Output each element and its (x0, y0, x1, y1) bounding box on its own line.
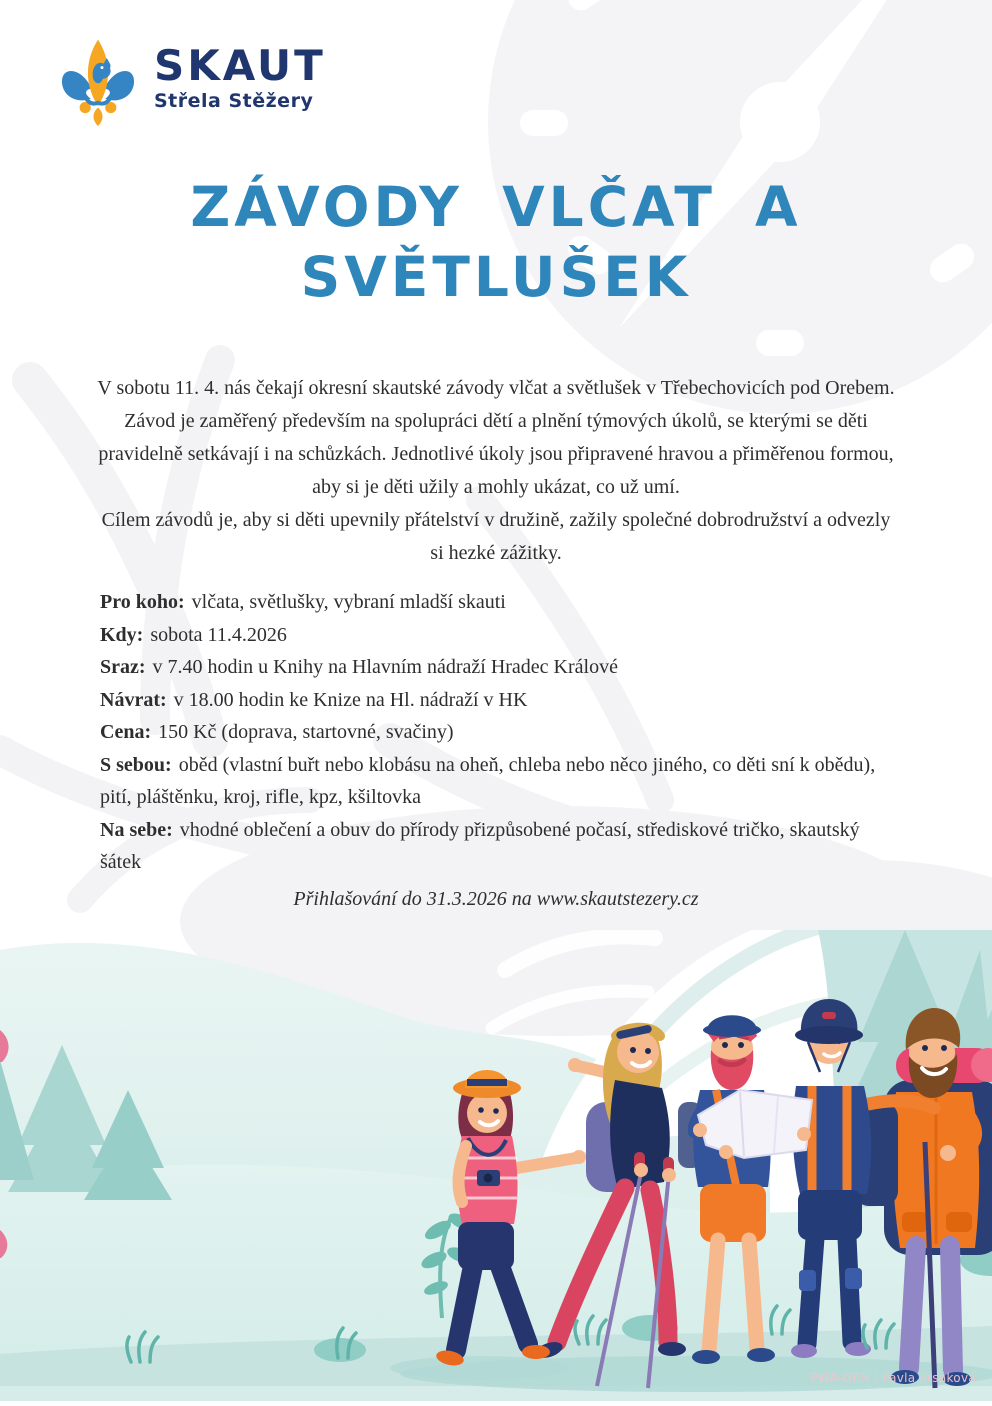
detail-row-navrat (100, 684, 902, 717)
scout-logo (58, 36, 326, 128)
detail-text: vhodné oblečení a obuv do přírody přizpůsobené počasí, střediskové tričko, skautský šátek (100, 818, 860, 873)
hikers-illustration (0, 930, 992, 1401)
detail-text: v 7.40 hodin u Knihy na Hlavním nádraží Hradec Králové (152, 656, 618, 678)
credit-watermark: PWA-GEN | Pavla Jirsáková (810, 1371, 976, 1385)
detail-row-cena (100, 716, 902, 749)
detail-label: Pro koho: (100, 591, 185, 613)
intro-paragraph-2: Cílem závodů je, aby si děti upevnily přátelství v družině, zažily společné dobrodružství a odvezly si hezké zážitky. (101, 509, 891, 564)
detail-label: Sraz: (100, 656, 146, 678)
details-list (100, 586, 902, 879)
detail-label: Cena: (100, 721, 152, 743)
detail-text: v 18.00 hodin ke Knize na Hl. nádraží v HK (173, 688, 528, 711)
brand-subtitle: Střela Stěžery (154, 90, 314, 112)
detail-text: 150 Kč (doprava, startovné, svačiny) (158, 721, 454, 743)
title-line-1: ZÁVODY VLČAT A (190, 175, 802, 239)
detail-text: oběd (vlastní buřt nebo klobásu na oheň, chleba nebo něco jiného, co děti sní k obědu), pití, pláštěnku, kroj, rifle, kpz, kšiltovka (100, 753, 876, 808)
detail-text: sobota 11.4.2026 (150, 623, 287, 646)
detail-label: Návrat: (100, 688, 167, 711)
logo-lily-icon (58, 36, 138, 128)
detail-row-kdy (100, 619, 902, 652)
title-line-2: SVĚTLUŠEK (300, 245, 692, 309)
detail-row-s-sebou (100, 749, 902, 814)
detail-label: S sebou: (100, 753, 172, 776)
detail-row-pro-koho (100, 586, 902, 619)
detail-label: Na sebe: (100, 818, 173, 841)
page-title (0, 172, 992, 312)
intro-paragraph-1: V sobotu 11. 4. nás čekají okresní skautské závody vlčat a světlušek v Třebechovicích pod Orebem. Závod je zaměřený především na spolupráci dětí a plnění týmových úkolů, se kterými se děti pravidelně setkávají i na schůzkách. Jednotlivé úkoly jsou připravené hravou a přiměřenou formou, aby si je děti užily a mohly ukázat, co už umí. (97, 377, 895, 498)
detail-row-na-sebe (100, 814, 902, 879)
brand-name: SKAUT (154, 41, 326, 90)
detail-row-sraz (100, 651, 902, 684)
detail-label: Kdy: (100, 623, 144, 646)
signup-note: Přihlašování do 31.3.2026 na www.skautstezery.cz (293, 888, 699, 910)
intro-section (96, 372, 896, 570)
detail-text: vlčata, světlušky, vybraní mladší skauti (191, 591, 506, 613)
